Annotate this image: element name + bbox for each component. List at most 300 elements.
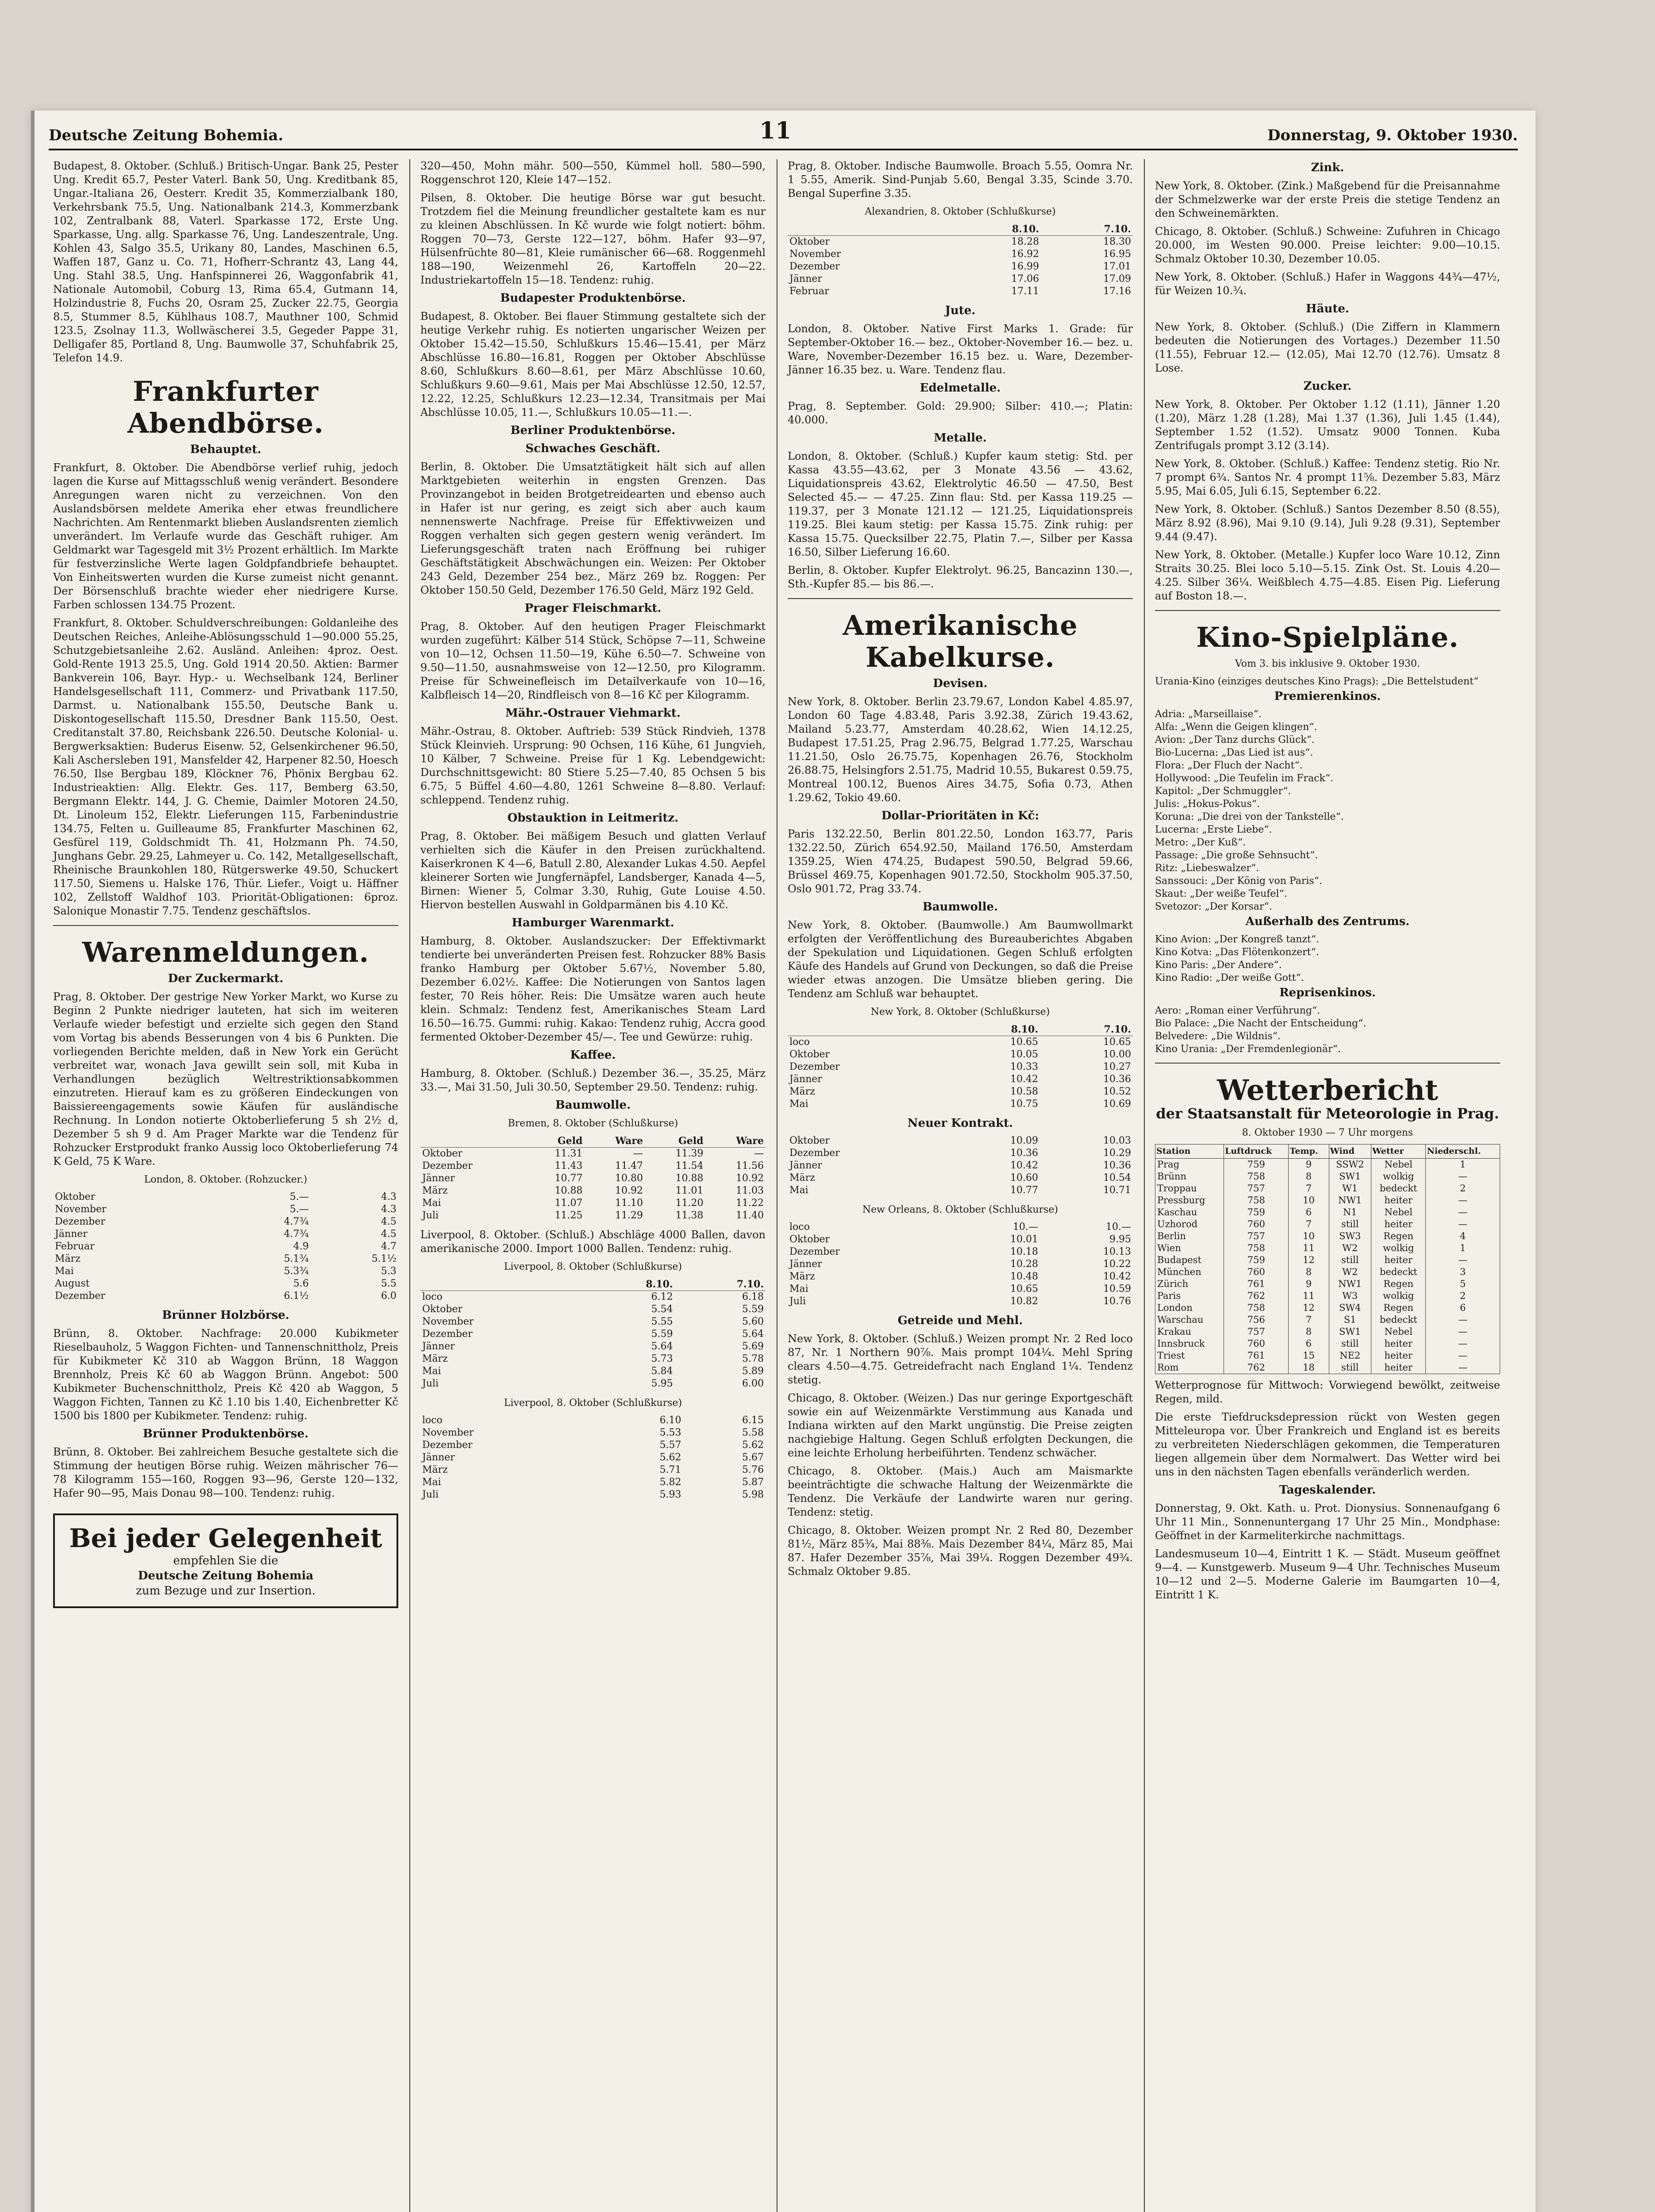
table-cell: Oktober <box>422 1304 463 1315</box>
table-caption: New Orleans, 8. Oktober (Schlußkurse) <box>862 1204 1058 1215</box>
article-haute: New York, 8. Oktober. (Schluß.) (Die Ziffern in Klammern bedeuten die Notierungen des Vortages.) Dezember 11.50 (11.55), Februar 12.— (12.05), Mai 12.70 (12.76). Umsatz 8 Lose. <box>1155 321 1500 374</box>
table-cell: Nebel <box>1371 1206 1426 1218</box>
article-chicago-quotes: Chicago, 8. Oktober. Weizen prompt Nr. 2 Red 80, Dezember 81½, März 85¾, Mai 88⅜. Mais Dezember 84¼, März 85, Mai 87. Hafer Dezember 35⅞, Mai 39¼. Roggen Dezember 49¾. Schmalz Oktober 9.85. <box>788 1524 1133 1578</box>
table-cell: 10 <box>1289 1230 1329 1242</box>
table-cell: 11.10 <box>615 1198 643 1209</box>
table-cell: wolkig <box>1371 1171 1426 1183</box>
table-row <box>1155 1350 1500 1362</box>
table-cell: 11.29 <box>615 1210 643 1221</box>
subheading: Dollar-Prioritäten in Kč: <box>881 809 1039 822</box>
table-cell: 7 <box>1289 1183 1329 1194</box>
table-cell: Mai <box>789 1098 808 1110</box>
table-cell: 759 <box>1224 1206 1289 1218</box>
table-row <box>53 1216 398 1228</box>
list-item: Lucerna: „Erste Liebe“. <box>1155 824 1272 835</box>
table-cell: N1 <box>1329 1206 1371 1218</box>
table-cell: NE2 <box>1329 1350 1371 1362</box>
table-cell: Jänner <box>789 1074 822 1085</box>
table-cell: 4.3 <box>381 1191 396 1202</box>
article-metall-ny: New York, 8. Oktober. (Metalle.) Kupfer loco Ware 10.12, Zinn Straits 30.25. Blei loco 5.10—5.15. Zink Ost. St. Louis 4.20—4.25. Silber 36¼. Weißblech 4.75—4.85. Eisen Pig. Lieferung auf Boston 18.—. <box>1155 549 1500 602</box>
table-cell: 11.03 <box>736 1185 764 1196</box>
ad-line: Deutsche Zeitung Bohemia <box>138 1569 314 1582</box>
table-cell: 10.18 <box>1010 1246 1039 1257</box>
table-cell: 7 <box>1289 1218 1329 1230</box>
table-cell: Mai <box>55 1266 74 1277</box>
table-row <box>788 1073 1133 1086</box>
subheading: Zink. <box>1311 161 1344 174</box>
table-row <box>1155 1278 1500 1290</box>
table-cell: 761 <box>1224 1350 1289 1362</box>
heading-frankfurt: Frankfurter Abendbörse. <box>127 375 324 439</box>
table-row <box>788 1246 1133 1258</box>
table-cell: 760 <box>1224 1338 1289 1350</box>
table-row <box>1155 1266 1500 1278</box>
table-cell: 10.— <box>1013 1221 1039 1233</box>
article-devisen: New York, 8. Oktober. Berlin 23.79.67, London Kabel 4.85.97, London 60 Tage 4.83.48, Paris 3.92.38, Zürich 19.43.62, Mailand 5.23.77, Amsterdam 40.28.62, Wien 14.12.25, Budapest 17.51.25, Prag 2.96.75, Belgrad 1.77.25, Warschau 11.21.50, Oslo 26.75.75, Kopenhagen 26.76, Stockholm 26.88.75, Helsingfors 2.51.75, Madrid 10.55, Bukarest 0.59.75, Montreal 100.12, Buenos Aires 34.75, Sofia 0.73, Athen 1.29.62, Tokio 49.60. <box>788 695 1133 804</box>
table-cell: Wien <box>1155 1242 1224 1254</box>
table-cell: Triest <box>1155 1350 1224 1362</box>
table-row <box>788 248 1133 261</box>
table-row <box>420 1464 766 1476</box>
table-caption: Alexandrien, 8. Oktober (Schlußkurse) <box>865 206 1056 217</box>
subheading: Jute. <box>945 304 976 317</box>
subheading: Kaffee. <box>570 1048 616 1062</box>
table-cell: 757 <box>1224 1230 1289 1242</box>
table-cell: 10.01 <box>1010 1234 1039 1245</box>
table-header-cell: 7.10. <box>1041 223 1133 236</box>
table-row <box>420 1427 766 1439</box>
article-budapest-stocks: Budapest, 8. Oktober. (Schluß.) Britisch-Ungar. Bank 25, Pester Ung. Kredit 65.7, Pester Vaterl. Bank 50, Ung. Kreditbank 85, Ungar.-Italiana 26, Oesterr. Kredit 35, Kommerzialbank 180, Verkehrsbank 75.5, Ung. Nationalbank 214.3, Kommerzbank 102, Zentralbank 88, Vaterl. Sparkasse 172, Erste Ung. Sparkasse, Ung. allg. Sparkasse 76, Ung. Landeszentrale, Ung. Kohlen 43, Salgo 35.5, Urikany 80, Landes, Maschinen 6.5, Waffen 187, Ganz u. Co. 71, Hofherr-Schrantz 43, Lang 44, Ung. Stahl 38.5, Ung. Hanfspinnerei 26, Waggonfabrik 41, Nationale Automobil, Coburg 13, Rima 65.4, Gutmann 14, Holzindustrie 8, Fuchs 20, Osram 25, Zucker 22.75, Georgia 8.5, Stummer 8.5, Kühlhaus 108.7, Mauthner 100, Schmid 123.5, Zsolnay 11.3, Wollwäscherei 3.5, Gegeder Pappe 31, Delligafer 85, Portland 8, Ung. Baumwolle 37, Schuhfabrik 25, Telefon 14.9. <box>53 160 398 364</box>
table-row <box>420 1303 766 1316</box>
list-item: Skaut: „Der weiße Teufel“. <box>1155 888 1287 899</box>
table-cell: 5.64 <box>742 1329 764 1340</box>
table-row <box>420 1328 766 1340</box>
table-cell: 10.00 <box>1103 1049 1131 1060</box>
article-chicago-weizen: Chicago, 8. Oktober. (Weizen.) Das nur geringe Exportgeschäft sowie ein auf Weizenmärkte Verstimmung aus Kanada und Indiana wirkten auf den Markt ungünstig. Die Preise zeigten nachgiebige Haltung. Gegen Schluß erfolgten Deckungen, die eine leichte Erholung herbeiführten. Tendenz schwächer. <box>788 1392 1133 1459</box>
table-cell: 10.54 <box>1103 1172 1131 1183</box>
table-cell: bedeckt <box>1371 1314 1426 1326</box>
table-cell: 10.71 <box>1103 1185 1131 1196</box>
table-cell: 6 <box>1426 1302 1500 1314</box>
table-cell: Budapest <box>1155 1254 1224 1266</box>
table-row <box>420 1291 766 1304</box>
table-cell: 11.22 <box>736 1198 764 1209</box>
subheading: der Staatsanstalt für Meteorologie in Prag. <box>1156 1105 1499 1122</box>
table-cell: SW4 <box>1329 1302 1371 1314</box>
table-cell: 11.54 <box>675 1160 704 1171</box>
table-cell: Warschau <box>1155 1314 1224 1326</box>
list-item: Julis: „Hokus-Pokus“. <box>1155 799 1260 810</box>
table-header-cell: Niederschl. <box>1426 1144 1500 1159</box>
table-header-cell: Temp. <box>1289 1144 1329 1159</box>
table-cell: 2 <box>1426 1290 1500 1302</box>
article-baumwolle-ny: New York, 8. Oktober. (Baumwolle.) Am Baumwollmarkt erfolgten der Veröffentlichung des Bureauberichtes Abgaben der Spekulation und Liquidationen. Gegen Schluß erfolgten Käufe des Handels auf Grund von Deckungen, so daß die Preise wieder etwas anzogen. Die Umsätze blieben gering. Die Tendenz am Schluß war behauptet. <box>788 919 1133 1000</box>
table-cell: SW1 <box>1329 1171 1371 1183</box>
kino-list <box>1155 1004 1500 1056</box>
table-cell: Uzhorod <box>1155 1218 1224 1230</box>
table-cell: 10.77 <box>1010 1185 1039 1196</box>
table-cell: 16.92 <box>1011 249 1039 260</box>
table-cell: W2 <box>1329 1242 1371 1254</box>
liverpool-cotton-table-2 <box>420 1414 766 1501</box>
table-cell: Nebel <box>1371 1159 1426 1171</box>
kino-list <box>1155 708 1500 913</box>
table-cell: Mai <box>789 1283 808 1294</box>
subheading: Prager Fleischmarkt. <box>524 602 662 615</box>
table-header-cell <box>788 1023 947 1036</box>
heading-wetterbericht: Wetterbericht <box>1217 1074 1438 1107</box>
table-cell: 11.38 <box>675 1210 704 1221</box>
table-cell: Troppau <box>1155 1183 1224 1194</box>
table-cell: Krakau <box>1155 1326 1224 1338</box>
table-cell: 5.98 <box>742 1489 764 1500</box>
table-cell: 5.69 <box>742 1341 764 1352</box>
table-cell: heiter <box>1371 1338 1426 1350</box>
table-cell: 16.99 <box>1011 261 1039 272</box>
table-row <box>788 261 1133 273</box>
table-row <box>1155 1302 1500 1314</box>
table-row <box>1155 1254 1500 1266</box>
table-cell: 3 <box>1426 1266 1500 1278</box>
table-row <box>788 1061 1133 1073</box>
table-row <box>788 1160 1133 1172</box>
table-cell: 11.07 <box>554 1198 583 1209</box>
table-cell: 6.15 <box>742 1415 764 1426</box>
table-cell: März <box>789 1086 815 1097</box>
table-cell: 17.06 <box>1011 273 1039 284</box>
table-cell: März <box>422 1185 448 1196</box>
table-row <box>1155 1206 1500 1218</box>
table-cell: Oktober <box>422 1148 463 1159</box>
table-cell: Dezember <box>55 1290 105 1302</box>
table-cell: Dezember <box>789 1061 840 1072</box>
list-item: Kino Radio: „Der weiße Gott“. <box>1155 972 1304 983</box>
page-number: 11 <box>759 117 792 144</box>
table-cell: 760 <box>1224 1218 1289 1230</box>
table-row <box>420 1476 766 1489</box>
article-jute: London, 8. Oktober. Native First Marks 1. Grade: für September-Oktober 16.— bez., Oktober-November 16.— bez. u. Ware, November-Dezember 16.15 bez. u. Ware, Dezember-Jänner 16.35 bez. u. Ware. Tendenz flau. <box>788 323 1133 376</box>
table-cell: London <box>1155 1302 1224 1314</box>
table-cell: 4.7¾ <box>284 1216 309 1227</box>
table-cell: 5 <box>1426 1278 1500 1290</box>
table-cell: 6.00 <box>742 1378 764 1389</box>
table-cell: — <box>1426 1218 1500 1230</box>
table-cell: Regen <box>1371 1230 1426 1242</box>
table-cell: Oktober <box>789 1049 830 1060</box>
article-kaffee-ny: New York, 8. Oktober. (Schluß.) Kaffee: Tendenz stetig. Rio Nr. 7 prompt 6¾. Santos Nr. 4 prompt 11⅝. Dezember 5.83, März 5.95, Mai 6.05, Juli 6.15, September 6.22. <box>1155 457 1500 497</box>
table-cell: Zürich <box>1155 1278 1224 1290</box>
table-cell: Dezember <box>789 1148 840 1159</box>
article-frankfurt-quotes: Frankfurt, 8. Oktober. Schuldverschreibungen: Goldanleihe des Deutschen Reiches, Anleihe-Ablösungsschuld 1—90.000 55.25, Schutzgebietsanleihe 2.62. Ausländ. Anleihen: 4proz. Oest. Gold-Rente 1913 25.5, Ung. Gold 1914 20.50. Aktien: Barmer Bankverein 106, Bayr. Hyp.- u. Wechselbank 124, Berliner Handelsgesellschaft 111, Commerz- und Privatbank 117.50, Darmst. u. Nationalbank 155.50, Deutsche Bank u. Diskontogesellschaft 115.50, Dresdner Bank 115.50, Oest. Creditanstalt 37.80, Reichsbank 226.50. Deutsche Kolonial- u. Bergwerksaktien: Buderus Eisenw. 52, Gelsenkirchener 96.50, Kali Aschersleben 191, Mansfelder 42, Harpener 82.50, Hoesch 76.50, Ilse Bergbau 189, Klöckner 76, Phönix Bergbau 62. Industrieaktien: Allg. Elektr. Ges. 117, Bemberg 63.50, Bergmann Elektr. 144, J. G. Chemie, Daimler Motoren 24.50, Dt. Linoleum 152, Elektr. Lieferungen 115, Farbenindustrie 134.75, Felten u. Guilleaume 85, Frankfurter Maschinen 62, Gesfürel 119, Goldschmidt Th. 41, Holzmann Ph. 74.50, Junghans Gebr. 29.25, Lahmeyer u. Co. 142, Metallgesellschaft, Rheinische Braunkohlen 180, Rütgerswerke 49.50, Schuckert 117.50, Siemens u. Halske 176, Thür. Liefer., Voigt u. Häffner 102, Zellstoff Waldhof 103. Priorität-Obligationen: 6proz. Salonique Monastir 7.75. Tendenz geschäftslos. <box>53 617 398 917</box>
article-obst: Prag, 8. Oktober. Bei mäßigem Besuch und glatten Verlauf verhielten sich die Käufer in den Preisen zurückhaltend. Kaiserkronen K 4—6, Batull 2.80, Alexander Lukas 4.50. Aepfel kleinerer Sorten wie Jungfernäpfel, Landsberger, Kanada 4—5, Birnen: Wiener 5, Colmar 3.30, Ruhig, Gute Louise 4.50. Hiervon bestellen Auswahl in Goldparmänen bis 4.10 Kč. <box>420 830 766 911</box>
article-getreide: New York, 8. Oktober. (Schluß.) Weizen prompt Nr. 2 Red loco 87, Nr. 1 Northern 90⅞. Mais prompt 104¼. Mehl Spring clears 4.50—4.75. Getreidefracht nach England 1¼. Tendenz stetig. <box>788 1333 1133 1386</box>
table-cell: 10.36 <box>1010 1148 1039 1159</box>
divider <box>788 598 1133 599</box>
table-cell: 10.69 <box>1103 1098 1131 1110</box>
table-cell: Regen <box>1371 1278 1426 1290</box>
table-cell: 11.25 <box>554 1210 583 1221</box>
table-header-cell <box>420 1135 524 1148</box>
table-cell: 5.93 <box>659 1489 681 1500</box>
table-cell: 5.58 <box>742 1427 764 1438</box>
table-cell: bedeckt <box>1371 1183 1426 1194</box>
table-cell: SSW2 <box>1329 1159 1371 1171</box>
table-cell: 10.42 <box>1010 1074 1039 1085</box>
table-cell: 17.16 <box>1103 286 1131 297</box>
liverpool-cotton-table <box>420 1278 766 1390</box>
subheading: Hamburger Warenmarkt. <box>512 916 674 929</box>
table-cell: SW1 <box>1329 1326 1371 1338</box>
table-cell: Jänner <box>789 1259 822 1270</box>
table-row <box>420 1489 766 1501</box>
article-tageskalender: Donnerstag, 9. Okt. Kath. u. Prot. Dionysius. Sonnenaufgang 6 Uhr 11 Min., Sonnenuntergang 17 Uhr 25 Min., Mondphase: Geöffnet in der Karmeliterkirche nachmittags. <box>1155 1502 1500 1542</box>
table-cell: 10.05 <box>1010 1049 1039 1060</box>
table-cell: 15 <box>1289 1350 1329 1362</box>
table-cell: 5.76 <box>742 1464 764 1475</box>
table-cell: 758 <box>1224 1242 1289 1254</box>
table-cell: 5.3¾ <box>284 1266 309 1277</box>
heading-kino: Kino-Spielpläne. <box>1196 621 1459 653</box>
table-row <box>420 1365 766 1378</box>
weather-table <box>1155 1144 1500 1374</box>
table-cell: 10.80 <box>615 1173 643 1184</box>
table-cell: 4.7¾ <box>284 1229 309 1240</box>
table-row <box>1155 1290 1500 1302</box>
table-cell: Oktober <box>55 1191 96 1202</box>
table-header-cell: 8.10. <box>584 1278 674 1291</box>
table-cell: — <box>1426 1350 1500 1362</box>
table-cell: Oktober <box>789 236 830 247</box>
table-row <box>420 1160 766 1172</box>
table-cell: 4.5 <box>381 1216 396 1227</box>
table-cell: 6 <box>1289 1206 1329 1218</box>
table-cell: 759 <box>1224 1159 1289 1171</box>
table-cell: — <box>754 1148 764 1159</box>
table-row <box>420 1197 766 1210</box>
table-cell: Februar <box>789 286 829 297</box>
table-row <box>788 1048 1133 1061</box>
table-cell: Jänner <box>789 273 822 284</box>
table-row <box>53 1228 398 1240</box>
table-cell: 16.95 <box>1103 249 1131 260</box>
table-row <box>420 1172 766 1185</box>
article-zucker: Prag, 8. Oktober. Der gestrige New Yorker Markt, wo Kurse zu Beginn 2 Punkte niedriger lauteten, hat sich im weiteren Verlaufe wieder befestigt und erzielte sich gegen den Stand vom Vortag bis abends Besserungen von 4 bis 6 Punkten. Die vorliegenden Berichte melden, daß in New York ein Gerücht verbreitet war, wonach Java gewillt sein soll, mit Kuba in Verhandlungen bezüglich Weltrestriktionsabkommen einzutreten. Hierauf kam es zu größeren Eindeckungen von Baissiereengagements sowie Käufen für ausländische Rechnung. In London notierte Oktoberlieferung 5 sh 2½ d, Dezember 5 sh 9 d. Am Prager Markte war die Tendenz für Rohzucker Erstprodukt franko Aussig loco Oktoberlieferung 74 K Geld, 75 K Ware. <box>53 991 398 1167</box>
table-cell: August <box>55 1278 90 1289</box>
table-row <box>53 1203 398 1216</box>
subheading: Tageskalender. <box>1279 1483 1376 1497</box>
table-cell: Dezember <box>789 261 840 272</box>
table-row <box>788 1295 1133 1308</box>
table-header-cell <box>788 223 949 236</box>
table-cell: Jänner <box>422 1341 455 1352</box>
table-cell: März <box>422 1353 448 1364</box>
table-cell: Juli <box>789 1296 806 1307</box>
masthead-left: Deutsche Zeitung Bohemia. <box>49 127 284 144</box>
london-sugar-table <box>53 1191 398 1302</box>
table-cell: Dezember <box>422 1440 473 1451</box>
table-cell: 5.3 <box>381 1266 396 1277</box>
table-row <box>420 1414 766 1427</box>
subheading: Zucker. <box>1303 380 1352 393</box>
table-cell: 4.3 <box>381 1204 396 1215</box>
table-cell: — <box>1426 1338 1500 1350</box>
table-cell: 10.59 <box>1103 1283 1131 1294</box>
table-header-cell: 7.10. <box>1040 1023 1133 1036</box>
list-item: Svetozor: „Der Korsar“. <box>1155 901 1272 912</box>
article-kaffee: Hamburg, 8. Oktober. (Schluß.) Dezember 36.—, 35.25, März 33.—, Mai 31.50, Juli 30.50, September 29.50. Tendenz: ruhig. <box>420 1067 766 1093</box>
subheading: Baumwolle. <box>922 900 998 914</box>
newspaper-page <box>31 111 1536 2212</box>
table-cell: wolkig <box>1371 1242 1426 1254</box>
table-cell: 10.48 <box>1010 1271 1039 1282</box>
table-row <box>788 1086 1133 1098</box>
table-row <box>420 1148 766 1160</box>
table-header-cell <box>420 1278 584 1291</box>
table-cell: 10.92 <box>736 1173 764 1184</box>
article-dollar: Paris 132.22.50, Berlin 801.22.50, London 163.77, Paris 132.22.50, Zürich 654.92.50, Mailand 176.50, Amsterdam 1359.25, Wien 474.25, Budapest 590.50, Belgrad 59.66, Brüssel 469.75, Kopenhagen 901.72.50, Stockholm 905.37.50, Oslo 901.72, Prag 33.74. <box>788 828 1133 895</box>
table-header-cell: Ware <box>585 1135 645 1148</box>
table-cell: 18 <box>1289 1362 1329 1374</box>
table-cell: 5.59 <box>742 1304 764 1315</box>
table-row <box>788 1147 1133 1160</box>
table-row <box>1155 1314 1500 1326</box>
table-cell: 5.— <box>289 1191 309 1202</box>
table-cell: Berlin <box>1155 1230 1224 1242</box>
table-cell: März <box>422 1464 448 1475</box>
table-row <box>420 1353 766 1365</box>
article-liverpool: Liverpool, 8. Oktober. (Schluß.) Abschläge 4000 Ballen, davon amerikanische 2000. Import 1000 Ballen. Tendenz: ruhig. <box>420 1229 766 1255</box>
subheading: Behauptet. <box>190 443 262 456</box>
table-cell: 10.75 <box>1010 1098 1039 1110</box>
table-cell: 756 <box>1224 1314 1289 1326</box>
table-header-cell: Geld <box>645 1135 705 1148</box>
table-cell: November <box>789 249 841 260</box>
table-row <box>1155 1218 1500 1230</box>
table-cell: 5.54 <box>651 1304 673 1315</box>
table-header-cell: Wetter <box>1371 1144 1426 1159</box>
table-cell: 4.7 <box>381 1241 396 1252</box>
table-cell: Prag <box>1155 1159 1224 1171</box>
table-row <box>788 285 1133 298</box>
table-cell: — <box>1426 1171 1500 1183</box>
article-santos: New York, 8. Oktober. (Schluß.) Santos Dezember 8.50 (8.55), März 8.92 (8.96), Mai 9.10 (9.14), Juli 9.28 (9.31), September 9.44 (9.47). <box>1155 503 1500 543</box>
table-cell: 10.13 <box>1103 1246 1131 1257</box>
subheading: Berliner Produktenbörse. <box>510 424 676 437</box>
table-cell: W1 <box>1329 1183 1371 1194</box>
table-row <box>1155 1194 1500 1206</box>
table-cell: 10.36 <box>1103 1074 1131 1085</box>
table-cell: Rom <box>1155 1362 1224 1374</box>
table-cell: 4.5 <box>381 1229 396 1240</box>
table-cell: 6 <box>1289 1338 1329 1350</box>
table-cell: still <box>1329 1254 1371 1266</box>
table-cell: 759 <box>1224 1254 1289 1266</box>
table-cell: Pressburg <box>1155 1194 1224 1206</box>
table-row <box>53 1253 398 1265</box>
table-cell: 11 <box>1289 1242 1329 1254</box>
table-cell: 5.82 <box>659 1477 681 1488</box>
table-cell: 6.1½ <box>284 1290 309 1302</box>
table-row <box>1155 1183 1500 1194</box>
table-cell: 10.58 <box>1010 1086 1039 1097</box>
table-row <box>788 1098 1133 1110</box>
table-row <box>1155 1171 1500 1183</box>
table-cell: Jänner <box>789 1160 822 1171</box>
list-item: Koruna: „Die drei von der Tankstelle“. <box>1155 811 1344 822</box>
table-cell: Mai <box>422 1477 441 1488</box>
table-cell: März <box>55 1253 81 1264</box>
table-cell: 758 <box>1224 1194 1289 1206</box>
table-cell: 11.56 <box>736 1160 764 1171</box>
divider <box>53 925 398 926</box>
table-row <box>420 1340 766 1353</box>
table-cell: S1 <box>1329 1314 1371 1326</box>
table-cell: 6.0 <box>381 1290 396 1302</box>
table-header-cell: Wind <box>1329 1144 1371 1159</box>
table-cell: 5.62 <box>659 1452 681 1463</box>
table-cell: 11.20 <box>675 1198 704 1209</box>
table-cell: still <box>1329 1218 1371 1230</box>
table-cell: 6.18 <box>742 1291 764 1302</box>
table-row <box>53 1265 398 1278</box>
table-cell: W3 <box>1329 1290 1371 1302</box>
table-row <box>420 1185 766 1197</box>
table-cell: 10.03 <box>1103 1135 1131 1146</box>
table-header-cell: Ware <box>705 1135 766 1148</box>
table-row <box>788 1036 1133 1049</box>
table-cell: 17.01 <box>1103 261 1131 272</box>
table-cell: loco <box>789 1037 810 1048</box>
list-item: Avion: „Der Tanz durchs Glück“. <box>1155 734 1315 745</box>
article-indische-baumwolle: Prag, 8. Oktober. Indische Baumwolle. Broach 5.55, Oomra Nr. 1 5.55, Amerik. Sind-Punjab 5.60, Bengal 3.35, Scinde 3.70. Bengal Superfine 3.35. <box>788 160 1133 200</box>
weather-note: Wetterprognose für Mittwoch: Vorwiegend bewölkt, zeitweise Regen, mild. <box>1155 1379 1500 1405</box>
table-row <box>788 1172 1133 1184</box>
table-row <box>788 1184 1133 1197</box>
table-cell: Mai <box>422 1366 441 1377</box>
list-item: Kino Kotva: „Das Flötenkonzert“. <box>1155 947 1319 958</box>
list-item: Belvedere: „Die Wildnis“. <box>1155 1031 1281 1042</box>
table-cell: 11.31 <box>554 1148 583 1159</box>
article-edelmetalle: Prag, 8. September. Gold: 29.900; Silber: 410.—; Platin: 40.000. <box>788 400 1133 426</box>
column-1 <box>49 159 403 2212</box>
subheading: Edelmetalle. <box>920 381 1001 395</box>
article-fleischmarkt: Prag, 8. Oktober. Auf den heutigen Prager Fleischmarkt wurden zugeführt: Kälber 514 Stück, Schöpse 7—11, Schweine von 10—12, Ochsen 11.50—19, Kühe 6.50—7. Schweine von 9.50—11.50, ausnahmsweise von 12—12.50, pro Kilogramm. Preise für Schweinefleisch im Detailverkaufe von 10—16, Kalbfleisch 14—20, Rindfleisch von 8—16 Kč per Kilogramm. <box>420 620 766 701</box>
table-cell: 2 <box>1426 1183 1500 1194</box>
table-cell: heiter <box>1371 1350 1426 1362</box>
weather-text: Die erste Tiefdrucksdepression rückt von Westen gegen Mitteleuropa vor. Über Frankreich und England ist es bereits zu verbreiteten Niederschlägen gekommen, die Temperaturen liegen allgemein über dem Normalwert. Das Wetter wird bei uns in den nächsten Tagen ebenfalls veränderlich werden. <box>1155 1411 1500 1478</box>
subheading: Häute. <box>1306 302 1349 315</box>
subheading: Neuer Kontrakt. <box>907 1117 1013 1130</box>
list-item: Alfa: „Wenn die Geigen klingen“. <box>1155 722 1317 733</box>
article-berlin-metal: Berlin, 8. Oktober. Kupfer Elektrolyt. 96.25, Bancazinn 130.—, Sth.-Kupfer 85.— bis 86.—. <box>788 564 1133 590</box>
table-cell: loco <box>422 1291 443 1302</box>
table-cell: 5.55 <box>651 1316 673 1327</box>
table-row <box>788 273 1133 285</box>
table-cell: 5.53 <box>659 1427 681 1438</box>
table-header-cell: 7.10. <box>675 1278 766 1291</box>
table-cell: 758 <box>1224 1302 1289 1314</box>
list-item: Bio Palace: „Die Nacht der Entscheidung“. <box>1155 1018 1366 1029</box>
table-cell: 10.27 <box>1103 1061 1131 1072</box>
table-cell: heiter <box>1371 1254 1426 1266</box>
table-cell: Nebel <box>1371 1326 1426 1338</box>
bremen-cotton-table <box>420 1135 766 1222</box>
article-frankfurt: Frankfurt, 8. Oktober. Die Abendbörse verlief ruhig, jedoch lagen die Kurse auf Mittagsschluß wenig verändert. Besondere Anregungen waren nicht zu verzeichnen. Von den Auslandsbörsen meldete Amerika eher etwas freundlichere Nachrichten. Am Rentenmarkt blieben Auslandsrenten ziemlich unverändert. Im Verlaufe wurde das Geschäft ruhiger. Am Geldmarkt war Tagesgeld mit 3½ Prozent erhältlich. Im Markte für festverzinsliche Werte lagen Goldpfandbriefe behauptet. Von Einheitswerten wurden die Kurse zumeist nicht genannt. Der Börsenschluß brachte wieder eher niedrigere Kurse. Farben schlossen 134.75 Prozent. <box>53 461 398 611</box>
table-row <box>53 1278 398 1290</box>
table-cell: 10.42 <box>1010 1160 1039 1171</box>
table-cell: 10.92 <box>615 1185 643 1196</box>
table-cell: 761 <box>1224 1278 1289 1290</box>
